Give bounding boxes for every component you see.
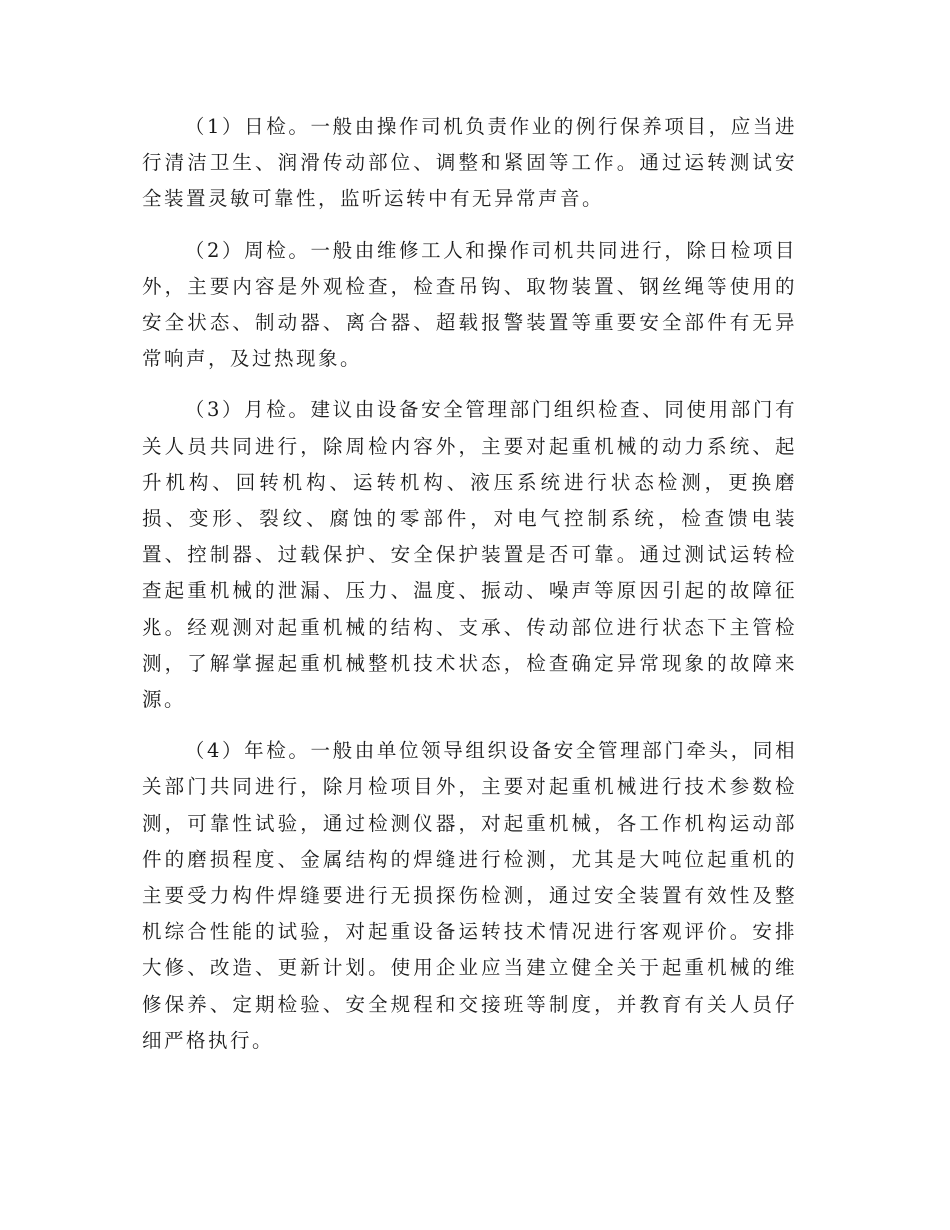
paragraph-annual-inspection: （4）年检。一般由单位领导组织设备安全管理部门牵头，同相关部门共同进行，除月检项目外，主要对起重机械进行技术参数检测，可靠性试验，通过检测仪器，对起重机械，各工作机构运动部件的磨损程度、金属结构的焊缝进行检测，尤其是大吨位起重机的主要受力构件焊缝要进行无损探伤检测，通过安全装置有效性及整机综合性能的试验，对起重设备运转技术情况进行客观评价。安排大修、改造、更新计划。使用企业应当建立健全关于起重机械的维修保养、定期检验、安全规程和交接班等制度，并教育有关人员仔细严格执行。: [142, 739, 797, 1052]
paragraph-monthly-inspection: （3）月检。建议由设备安全管理部门组织检查、同使用部门有关人员共同进行，除周检内容外，主要对起重机械的动力系统、起升机构、回转机构、运转机构、液压系统进行状态检测，更换磨损、变形、裂纹、腐蚀的零部件，对电气控制系统，检查馈电装置、控制器、过载保护、安全保护装置是否可靠。通过测试运转检查起重机械的泄漏、压力、温度、振动、噪声等原因引起的故障征兆。经观测对起重机械的结构、支承、传动部位进行状态下主管检测，了解掌握起重机械整机技术状态，检查确定异常现象的故障来源。: [142, 398, 797, 712]
paragraph-daily-inspection: （1）日检。一般由操作司机负责作业的例行保养项目，应当进行清洁卫生、润滑传动部位、调整和紧固等工作。通过运转测试安全装置灵敏可靠性，监听运转中有无异常声音。: [142, 115, 797, 211]
document-body: [142, 109, 797, 1074]
paragraph-weekly-inspection: （2）周检。一般由维修工人和操作司机共同进行，除日检项目外，主要内容是外观检查，检查吊钩、取物装置、钢丝绳等使用的安全状态、制动器、离合器、超载报警装置等重要安全部件有无异常响声，及过热现象。: [142, 238, 797, 371]
